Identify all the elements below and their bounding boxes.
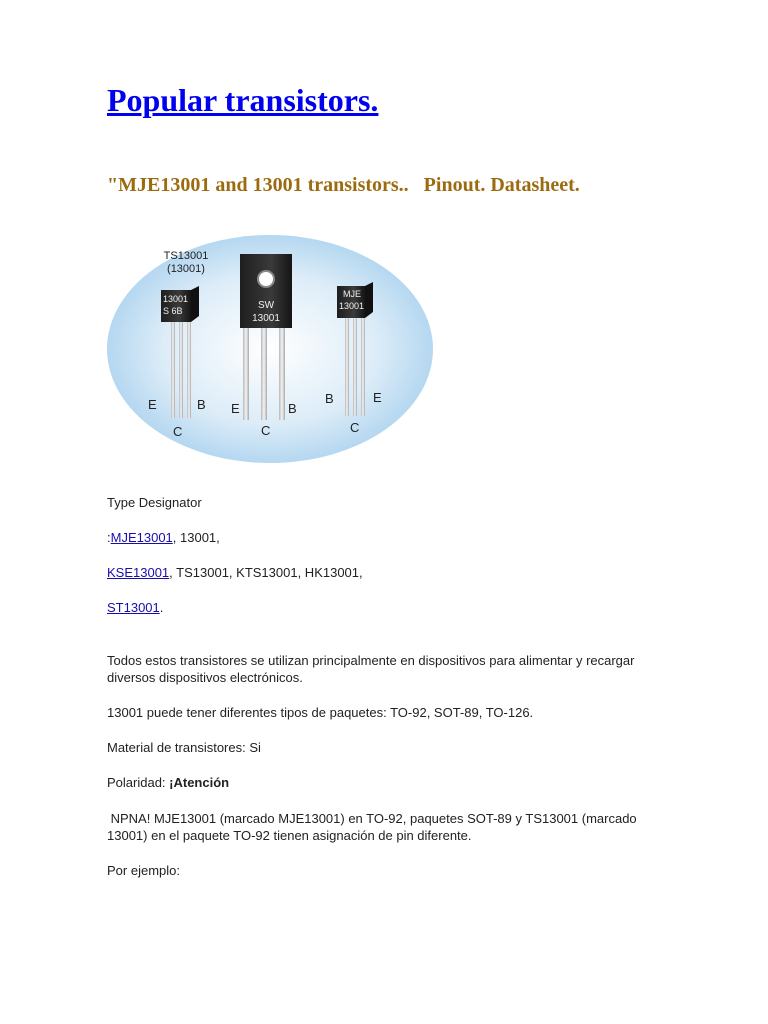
designator-text: . bbox=[159, 600, 164, 615]
lead bbox=[361, 316, 365, 416]
package-marking: 13001 bbox=[163, 294, 189, 304]
lead bbox=[279, 326, 285, 420]
designator-text: , 13001, bbox=[172, 530, 220, 545]
lead bbox=[345, 316, 349, 416]
npn-paragraph-line-2: 13001) en el paquete TO-92 tienen asignación de pin diferente. bbox=[107, 828, 472, 843]
designator-line-2 bbox=[107, 564, 363, 581]
mje13001-link[interactable]: MJE13001 bbox=[110, 530, 173, 545]
transistor-pinout-figure bbox=[105, 232, 435, 467]
packages-paragraph: 13001 puede tener diferentes tipos de paquetes: TO-92, SOT-89, TO-126. bbox=[107, 705, 534, 720]
package-marking: 13001 bbox=[252, 313, 280, 324]
polarity-paragraph bbox=[107, 774, 229, 791]
material-paragraph: Material de transistores: Si bbox=[107, 740, 261, 755]
usage-paragraph-line-2: diversos dispositivos electrónicos. bbox=[107, 670, 303, 685]
designator-prefix: : bbox=[107, 530, 111, 545]
usage-paragraph-line-1: Todos estos transistores se utilizan principalmente en dispositivos para alimentar y recargar bbox=[107, 653, 635, 668]
pin-label: E bbox=[373, 390, 382, 405]
kse13001-link[interactable]: KSE13001 bbox=[107, 565, 170, 580]
lead bbox=[179, 318, 183, 418]
pin-label: C bbox=[261, 423, 271, 438]
pin-label: B bbox=[288, 401, 297, 416]
lead bbox=[187, 318, 191, 418]
package-side bbox=[191, 286, 199, 322]
designator-line-3 bbox=[107, 599, 163, 616]
designator-text: , TS13001, KTS13001, HK13001, bbox=[169, 565, 363, 580]
pin-label: B bbox=[197, 397, 206, 412]
lead bbox=[171, 318, 175, 418]
lead bbox=[243, 326, 249, 420]
ts13001-label: TS13001 bbox=[163, 250, 209, 262]
pin-label: C bbox=[173, 424, 183, 439]
package-marking: MJE bbox=[343, 289, 361, 299]
st13001-link[interactable]: ST13001 bbox=[107, 600, 160, 615]
type-designator-label: Type Designator bbox=[107, 495, 202, 510]
lead bbox=[261, 326, 267, 420]
npn-paragraph-line-1: NPNA! MJE13001 (marcado MJE13001) en TO-92, paquetes SOT-89 y TS13001 (marcado bbox=[107, 811, 637, 826]
example-paragraph: Por ejemplo: bbox=[107, 863, 180, 878]
polarity-label: Polaridad: bbox=[107, 775, 170, 790]
pin-label: E bbox=[148, 397, 157, 412]
package-marking: SW bbox=[257, 300, 275, 311]
package-marking: S 6B bbox=[163, 306, 183, 316]
pin-label: B bbox=[325, 391, 334, 406]
pin-label: E bbox=[231, 401, 240, 416]
ts13001-sublabel: (13001) bbox=[167, 263, 205, 275]
polarity-warning: ¡Atención bbox=[169, 775, 230, 790]
package-marking: 13001 bbox=[339, 301, 365, 311]
designator-line-1 bbox=[107, 529, 220, 546]
mounting-hole bbox=[258, 271, 274, 287]
pin-label: C bbox=[350, 420, 360, 435]
subtitle: "MJE13001 and 13001 transistors.. Pinout. Datasheet. bbox=[107, 174, 580, 196]
page-title[interactable]: Popular transistors. bbox=[107, 82, 379, 118]
lead bbox=[353, 316, 357, 416]
package-side bbox=[365, 282, 373, 318]
